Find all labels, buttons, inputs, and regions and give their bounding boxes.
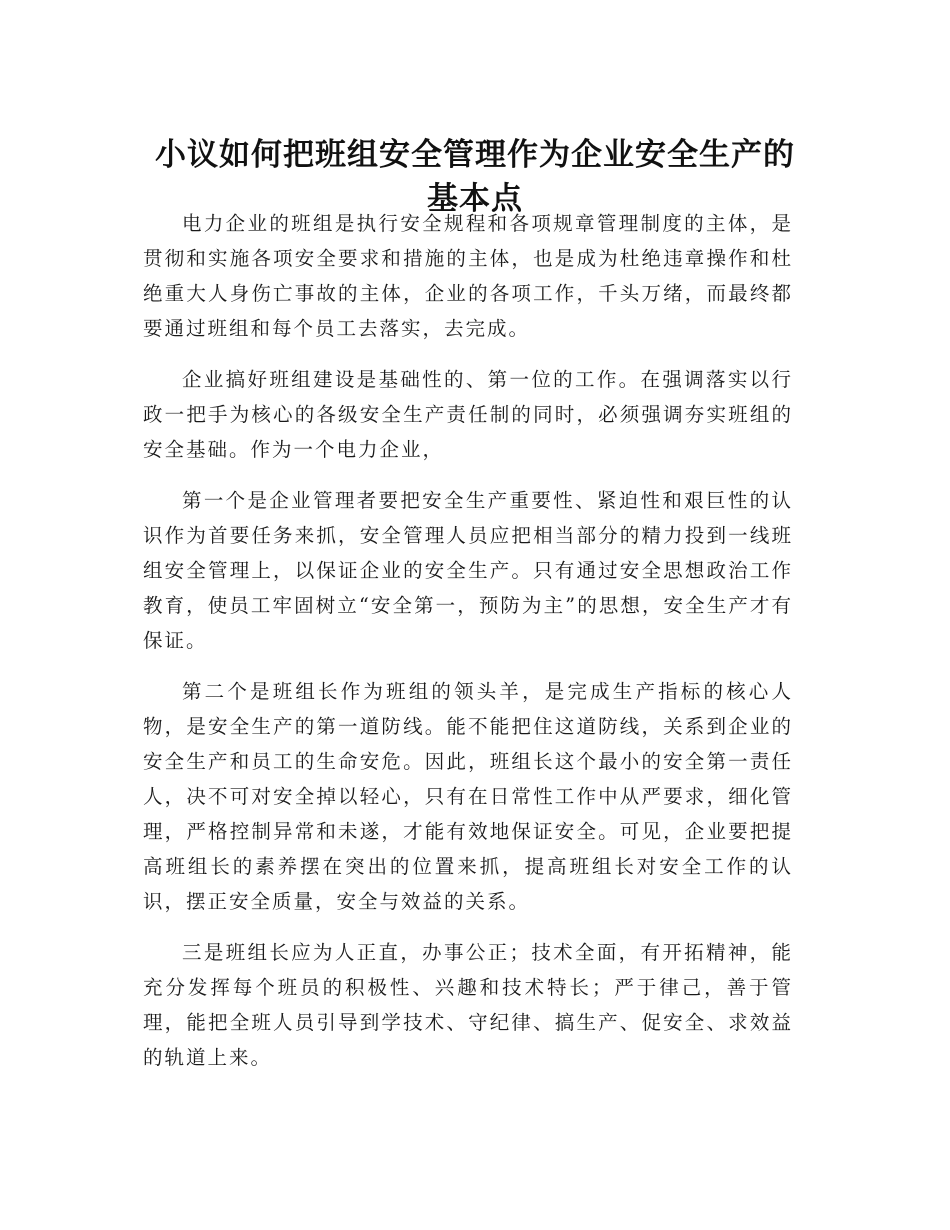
paragraph-4: 第二个是班组长作为班组的领头羊，是完成生产指标的核心人物，是安全生产的第一道防线。能不能把住这道防线，关系到企业的安全生产和员工的生命安危。因此，班组长这个最小的安全第一责任人，决不可对安全掉以轻心，只有在日常性工作中从严要求，细化管理，严格控制异常和未遂，才能有效地保证安全。可见，企业要把提高班组长的素养摆在突出的位置来抓，提高班组长对安全工作的认识，摆正安全质量，安全与效益的关系。 bbox=[143, 680, 793, 913]
document-body bbox=[143, 206, 793, 1091]
paragraph-2: 企业搞好班组建设是基础性的、第一位的工作。在强调落实以行政一把手为核心的各级安全生产责任制的同时，必须强调夯实班组的安全基础。作为一个电力企业， bbox=[143, 368, 793, 461]
paragraph-3: 第一个是企业管理者要把安全生产重要性、紧迫性和艰巨性的认识作为首要任务来抓，安全管理人员应把相当部分的精力投到一线班组安全管理上，以保证企业的安全生产。只有通过安全思想政治工作教育，使员工牢固树立“安全第一，预防为主”的思想，安全生产才有保证。 bbox=[143, 489, 793, 652]
paragraph-5: 三是班组长应为人正直，办事公正；技术全面，有开拓精神，能充分发挥每个班员的积极性、兴趣和技术特长；严于律己，善于管理，能把全班人员引导到学技术、守纪律、搞生产、促安全、求效益的轨道上来。 bbox=[143, 941, 793, 1069]
document-title: 小议如何把班组安全管理作为企业安全生产的基本点 bbox=[155, 136, 795, 217]
paragraph-1: 电力企业的班组是执行安全规程和各项规章管理制度的主体，是贯彻和实施各项安全要求和措施的主体，也是成为杜绝违章操作和杜绝重大人身伤亡事故的主体，企业的各项工作，千头万绪，而最终都要通过班组和每个员工去落实，去完成。 bbox=[143, 212, 793, 340]
